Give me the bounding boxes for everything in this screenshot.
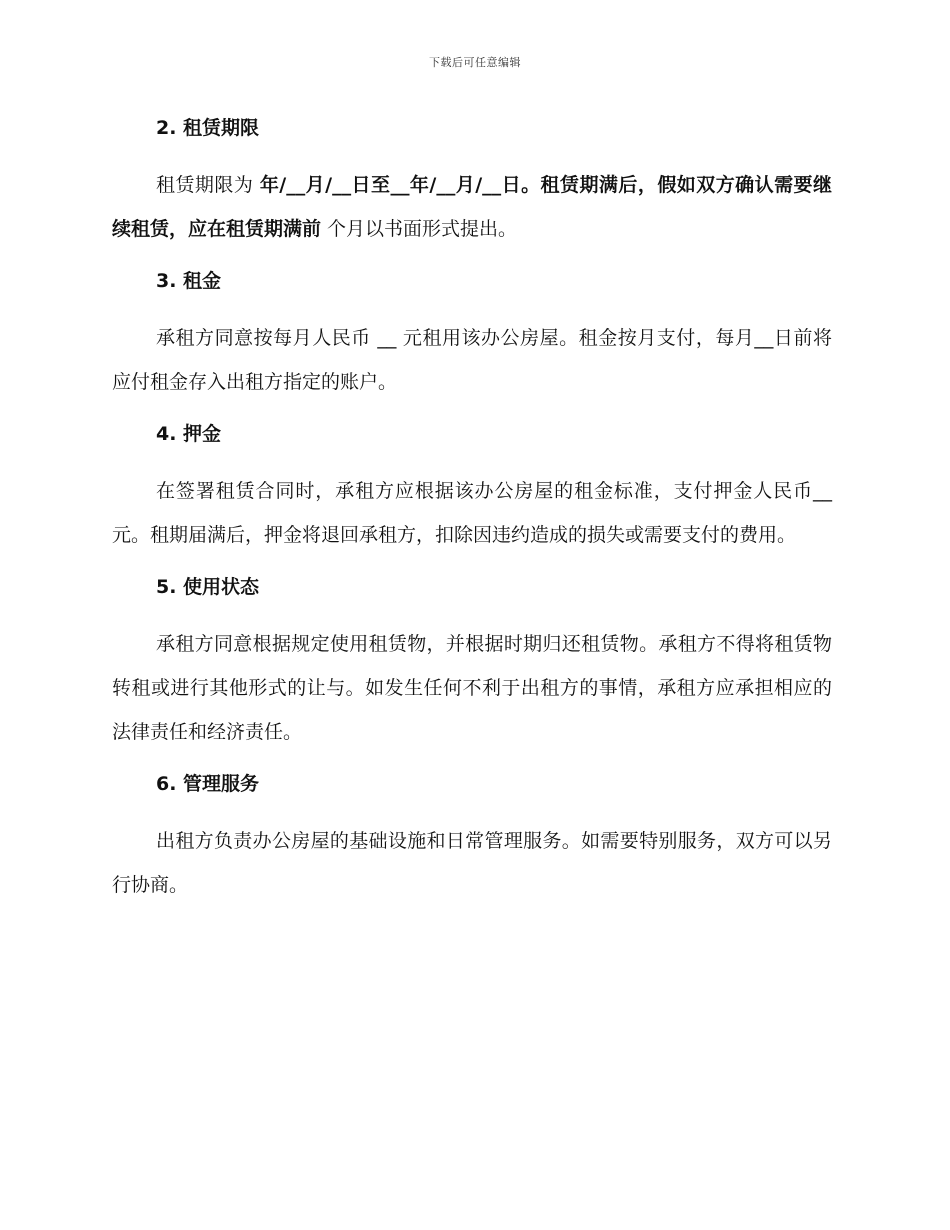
section-heading-management: 6. 管理服务 xyxy=(156,773,260,795)
section-heading-usage: 5. 使用状态 xyxy=(156,576,260,598)
lease-term-text-a: 租赁期限为 xyxy=(156,174,260,196)
lease-term-text-bold: 年/__月/__日至__年/__月/__日。租赁期满后，假如双方确认需要继续租赁，应在租赁期满前 xyxy=(112,174,832,240)
section-text-deposit: 在签署租赁合同时，承租方应根据该办公房屋的租金标准，支付押金人民币__元。租期届满后，押金将退回承租方，扣除因违约造成的损失或需要支付的费用。 xyxy=(112,480,832,546)
section-text-rent: 承租方同意按每月人民币 __ 元租用该办公房屋。租金按月支付，每月__日前将应付租金存入出租方指定的账户。 xyxy=(112,327,832,393)
header-note: 下载后可任意编辑 xyxy=(429,56,521,69)
lease-term-text-c: 个月以书面形式提出。 xyxy=(321,218,518,240)
section-heading-deposit: 4. 押金 xyxy=(156,423,222,445)
section-text-management: 出租方负责办公房屋的基础设施和日常管理服务。如需要特别服务，双方可以另行协商。 xyxy=(112,830,832,896)
section-heading-lease-term: 2. 租赁期限 xyxy=(156,117,260,139)
document-body xyxy=(112,110,832,919)
section-text-usage: 承租方同意根据规定使用租赁物，并根据时期归还租赁物。承租方不得将租赁物转租或进行其他形式的让与。如发生任何不利于出租方的事情，承租方应承担相应的法律责任和经济责任。 xyxy=(112,633,832,743)
section-text-lease-term xyxy=(112,163,832,251)
section-heading-rent: 3. 租金 xyxy=(156,270,222,292)
